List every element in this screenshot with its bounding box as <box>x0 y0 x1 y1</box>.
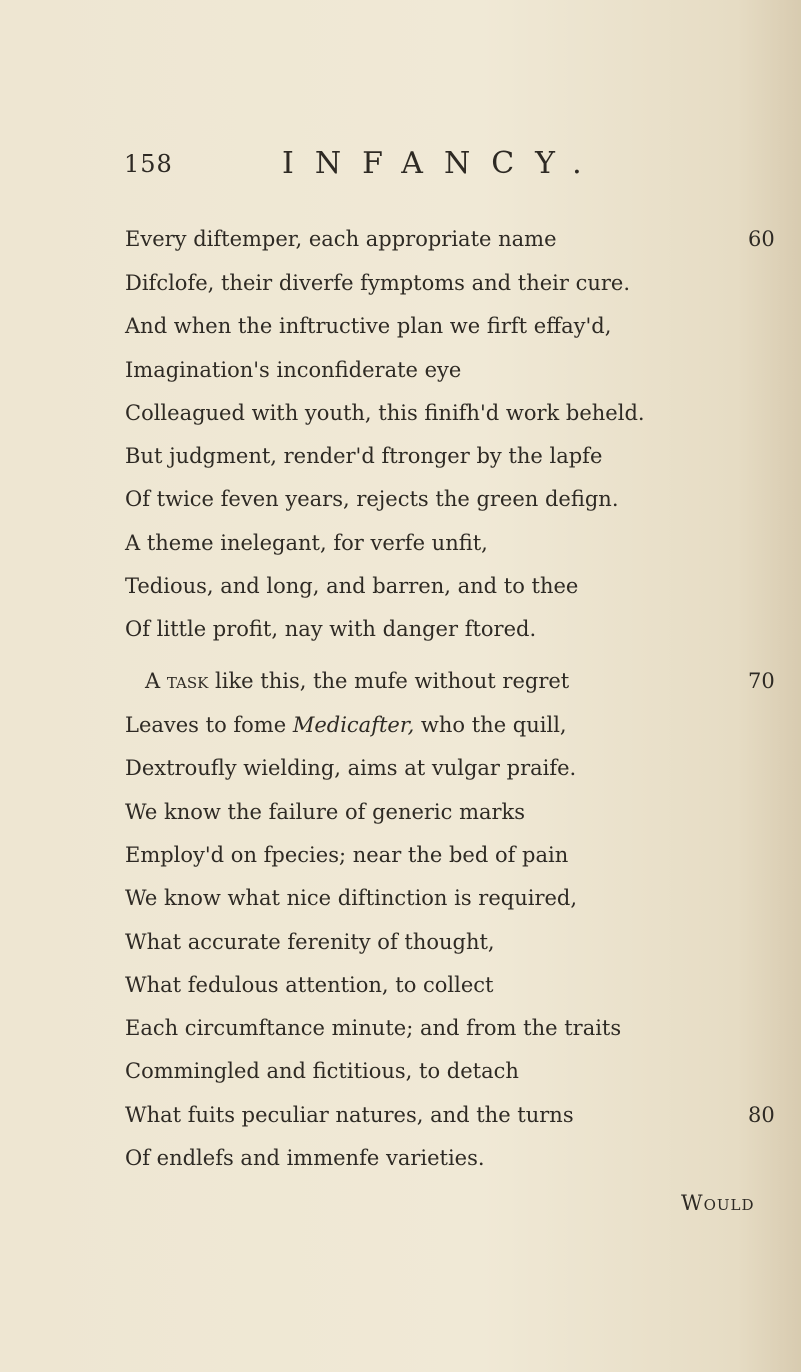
running-title: INFANCY. <box>282 146 603 181</box>
verse-line-start: Leaves to fome <box>125 713 293 737</box>
verse-line: What fuits peculiar natures, and the turns <box>125 1103 574 1127</box>
verse-line: What accurate ferenity of thought, <box>125 930 495 954</box>
italic-word: Medicafter, <box>292 713 415 737</box>
verse-line: We know what nice diftinction is required, <box>125 886 578 910</box>
line-number: 70 <box>748 669 775 693</box>
verse-line-rest: like this, the mufe without regret <box>208 669 570 693</box>
verse-line <box>125 712 567 738</box>
verse-line: We know the failure of generic marks <box>125 800 526 824</box>
verse-line: Employ'd on fpecies; near the bed of pain <box>125 843 569 867</box>
verse-line: What fedulous attention, to collect <box>125 973 494 997</box>
verse-line: Commingled and fictitious, to detach <box>125 1059 519 1083</box>
line-number: 80 <box>748 1103 775 1127</box>
page-header <box>0 146 801 186</box>
page-number: 158 <box>124 150 173 178</box>
verse-line: Colleagued with youth, this finifh'd work beheld. <box>125 401 645 425</box>
catchword: Would <box>681 1191 755 1215</box>
verse-line: Of twice feven years, rejects the green defign. <box>125 487 619 511</box>
verse-line: And when the inftructive plan we firft effay'd, <box>125 314 612 338</box>
verse-line: A theme inelegant, for verfe unfit, <box>125 531 488 555</box>
verse-line <box>145 668 569 694</box>
verse-line: Every diftemper, each appropriate name <box>125 227 557 251</box>
verse-line: Imagination's inconfiderate eye <box>125 358 462 382</box>
verse-line: Difclofe, their diverfe fymptoms and their cure. <box>125 271 631 295</box>
verse-line: Dextroufly wielding, aims at vulgar praife. <box>125 756 577 780</box>
verse-line: Tedious, and long, and barren, and to thee <box>125 574 579 598</box>
verse-line: Of endlefs and immenfe varieties. <box>125 1146 485 1170</box>
verse-line: Of little profit, nay with danger ftored. <box>125 617 537 641</box>
verse-line: Each circumftance minute; and from the traits <box>125 1016 622 1040</box>
verse-line-end: who the quill, <box>414 713 567 737</box>
line-number: 60 <box>748 227 775 251</box>
small-caps-opening: A task <box>145 669 209 693</box>
verse-line: But judgment, render'd ftronger by the lapfe <box>125 444 603 468</box>
